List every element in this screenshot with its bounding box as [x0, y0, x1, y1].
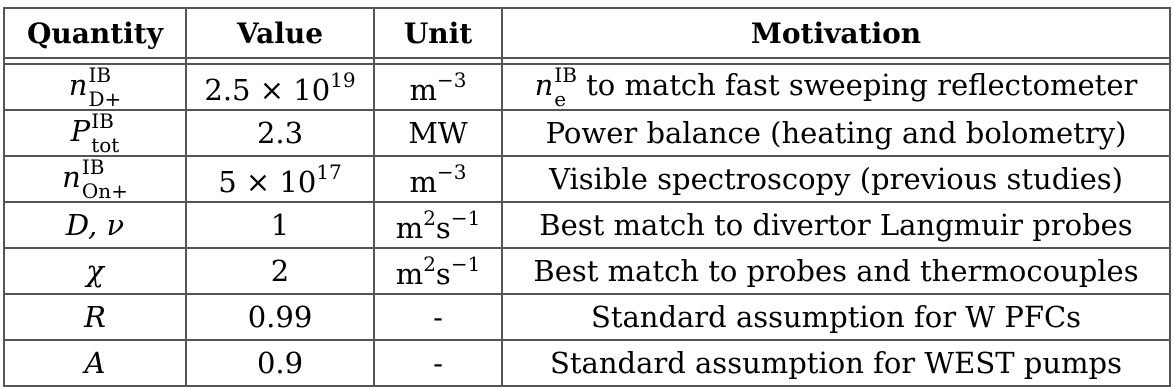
quantity-symbol: n [62, 160, 81, 194]
value-cell [186, 110, 374, 156]
quantity-subscript: D+ [88, 87, 122, 110]
table-row [4, 340, 1170, 386]
quantity-superscript: IB [91, 110, 114, 133]
quantity-cell [4, 110, 186, 156]
unit-base: - [433, 346, 443, 380]
value-mantissa: 2.5 × 10 [204, 72, 331, 107]
quantity-symbol: R [84, 300, 106, 334]
value-mantissa: 5 × 10 [218, 164, 317, 199]
quantity-cell [4, 64, 186, 110]
table-row [4, 156, 1170, 202]
motivation-cell [502, 64, 1170, 110]
unit-cell [374, 110, 502, 156]
motivation-text: Best match to divertor Langmuir probes [539, 208, 1133, 242]
value-cell [186, 248, 374, 294]
motivation-cell [502, 156, 1170, 202]
unit-cell [374, 294, 502, 340]
motivation-cell [502, 202, 1170, 248]
value-cell [186, 156, 374, 202]
unit-base: m [395, 256, 424, 291]
quantity-superscript: IB [81, 156, 105, 179]
unit-exponent-2: −1 [450, 205, 481, 230]
header-row [4, 8, 1170, 58]
unit-base-2: s [435, 210, 451, 245]
value-mantissa: 2.3 [256, 116, 304, 150]
quantity-symbol: P [70, 114, 91, 148]
value-exponent: 19 [330, 67, 356, 92]
table-row [4, 202, 1170, 248]
quantity-symbol: D, ν [65, 208, 125, 242]
unit-exponent: −3 [437, 159, 467, 184]
motivation-text: Standard assumption for WEST pumps [550, 346, 1122, 380]
table-row [4, 64, 1170, 110]
quantity-cell [4, 202, 186, 248]
unit-exponent: 2 [423, 205, 436, 230]
quantity-superscript: IB [88, 64, 112, 87]
unit-base: MW [408, 116, 468, 150]
parameter-table [3, 7, 1171, 387]
table-row [4, 294, 1170, 340]
unit-cell [374, 156, 502, 202]
unit-exponent: −3 [437, 67, 467, 92]
unit-base: m [409, 72, 437, 107]
value-mantissa: 1 [270, 208, 290, 242]
unit-cell [374, 202, 502, 248]
motivation-text: Visible spectroscopy (previous studies) [549, 162, 1123, 196]
quantity-symbol: A [84, 346, 106, 380]
unit-base-2: s [435, 256, 451, 291]
value-mantissa: 0.9 [256, 346, 304, 380]
value-cell [186, 202, 374, 248]
quantity-cell [4, 156, 186, 202]
value-cell [186, 294, 374, 340]
motivation-text: Best match to probes and thermocouples [533, 254, 1139, 288]
motivation-symbol-subscript: e [554, 87, 567, 110]
unit-base: - [433, 300, 443, 334]
motivation-text: Power balance (heating and bolometry) [545, 116, 1127, 150]
quantity-symbol: n [68, 68, 88, 102]
motivation-symbol-superscript: IB [554, 64, 577, 87]
header-unit: Unit [374, 8, 502, 58]
unit-exponent: 2 [423, 251, 436, 276]
unit-exponent-2: −1 [450, 251, 481, 276]
value-cell [186, 340, 374, 386]
value-mantissa: 0.99 [247, 300, 313, 334]
quantity-cell [4, 248, 186, 294]
unit-base: m [409, 164, 437, 199]
motivation-cell [502, 110, 1170, 156]
header-motivation: Motivation [502, 8, 1170, 58]
value-cell [186, 64, 374, 110]
quantity-cell [4, 294, 186, 340]
quantity-symbol: χ [86, 254, 104, 288]
motivation-cell [502, 340, 1170, 386]
motivation-symbol: n [534, 68, 554, 102]
motivation-text: Standard assumption for W PFCs [590, 300, 1082, 334]
table-row [4, 248, 1170, 294]
motivation-cell [502, 248, 1170, 294]
quantity-subscript: tot [91, 133, 120, 156]
unit-cell [374, 64, 502, 110]
quantity-subscript: On+ [81, 179, 128, 202]
unit-base: m [395, 210, 424, 245]
quantity-cell [4, 340, 186, 386]
header-quantity: Quantity [4, 8, 186, 58]
motivation-text: to match fast sweeping reflectometer [576, 68, 1138, 102]
header-value: Value [186, 8, 374, 58]
value-exponent: 17 [316, 159, 342, 184]
motivation-cell [502, 294, 1170, 340]
table-row [4, 110, 1170, 156]
unit-cell [374, 340, 502, 386]
unit-cell [374, 248, 502, 294]
value-mantissa: 2 [270, 254, 290, 288]
